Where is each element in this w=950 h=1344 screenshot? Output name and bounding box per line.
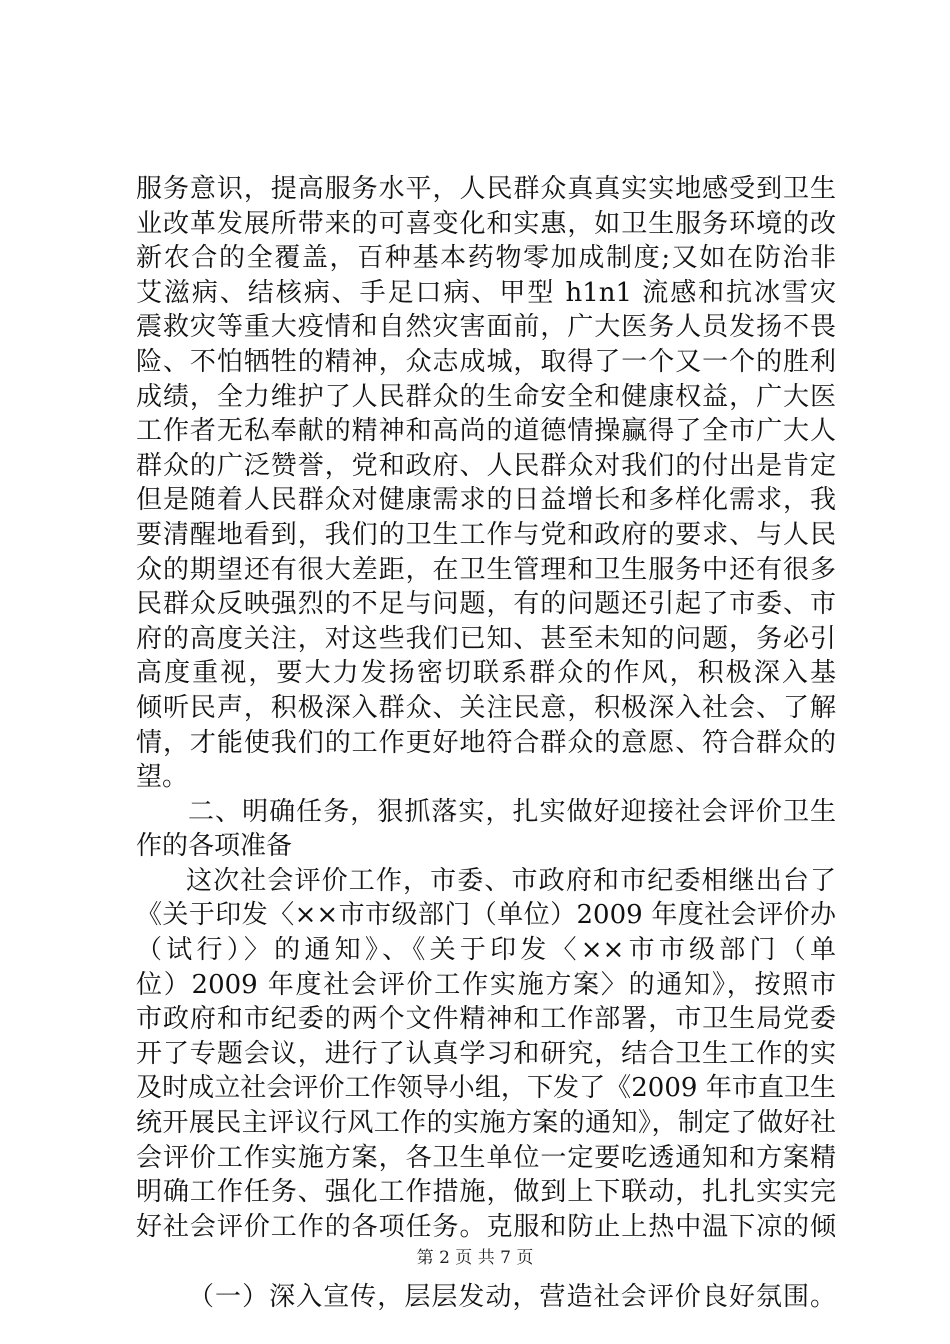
text-line: 及时成立社会评价工作领导小组，下发了《2009 年市直卫生 bbox=[136, 1073, 836, 1104]
text-line: 业改革发展所带来的可喜变化和实惠，如卫生服务环境的改 bbox=[136, 208, 836, 239]
text-line: 民群众反映强烈的不足与问题，有的问题还引起了市委、市 bbox=[136, 589, 836, 620]
text-line: 震救灾等重大疫情和自然灾害面前，广大医务人员发扬不畏 bbox=[136, 312, 836, 343]
text-line: 好社会评价工作的各项任务。克服和防止上热中温下凉的倾 bbox=[136, 1211, 836, 1242]
text-line: 《关于印发〈××市市级部门（单位）2009 年度社会评价办 bbox=[136, 900, 836, 931]
text-line: 险、不怕牺牲的精神，众志成城，取得了一个又一个的胜利 bbox=[136, 346, 836, 377]
text-line: 情，才能使我们的工作更好地符合群众的意愿、符合群众的 bbox=[136, 727, 836, 758]
text-line: 高度重视，要大力发扬密切联系群众的作风，积极深入基 bbox=[136, 658, 836, 689]
text-line: 成绩，全力维护了人民群众的生命安全和健康权益，广大医 bbox=[136, 381, 836, 412]
text-line: 望。 bbox=[136, 762, 189, 793]
text-line: 府的高度关注，对这些我们已知、甚至未知的问题，务必引 bbox=[136, 623, 836, 654]
text-line: 市政府和市纪委的两个文件精神和工作部署，市卫生局党委 bbox=[136, 1004, 836, 1035]
text-line: 但是随着人民群众对健康需求的日益增长和多样化需求，我 bbox=[136, 485, 836, 516]
document-body bbox=[136, 172, 836, 1315]
text-line: 艾滋病、结核病、手足口病、甲型 h1n1 流感和抗冰雪灾 bbox=[136, 277, 836, 308]
text-line: 明确工作任务、强化工作措施，做到上下联动，扎扎实实完 bbox=[136, 1177, 836, 1208]
text-line: 位）2009 年度社会评价工作实施方案〉的通知》，按照市 bbox=[136, 969, 836, 1000]
text-line: 要清醒地看到，我们的卫生工作与党和政府的要求、与人民 bbox=[136, 519, 836, 550]
text-line: 新农合的全覆盖，百种基本药物零加成制度;又如在防治非 bbox=[136, 243, 836, 274]
section-heading-line: 作的各项准备 bbox=[136, 831, 293, 862]
text-line: 工作者无私奉献的精神和高尚的道德情操赢得了全市广大人 bbox=[136, 416, 836, 447]
text-line: 统开展民主评议行风工作的实施方案的通知》，制定了做好社 bbox=[136, 1108, 836, 1139]
text-line: （试行）〉的通知》、《关于印发〈××市市级部门（单 bbox=[136, 935, 836, 966]
text-line: 这次社会评价工作，市委、市政府和市纪委相继出台了 bbox=[186, 865, 836, 896]
text-line: 开了专题会议，进行了认真学习和研究，结合卫生工作的实 bbox=[136, 1038, 836, 1069]
text-line: 群众的广泛赞誉，党和政府、人民群众对我们的付出是肯定 bbox=[136, 450, 836, 481]
text-line: 众的期望还有很大差距，在卫生管理和卫生服务中还有很多 bbox=[136, 554, 836, 585]
page-number-footer: 第 2 页 共 7 页 bbox=[416, 1248, 534, 1268]
section-heading-line: 二、明确任务，狠抓落实，扎实做好迎接社会评价卫生 bbox=[188, 796, 836, 827]
text-line: 服务意识，提高服务水平，人民群众真真实实地感受到卫生 bbox=[136, 174, 836, 204]
subsection-heading-line: （一）深入宣传，层层发动，营造社会评价良好氛围。 bbox=[188, 1282, 836, 1313]
text-line: 会评价工作实施方案，各卫生单位一定要吃透通知和方案精 bbox=[136, 1142, 836, 1173]
text-line: 倾听民声，积极深入群众、关注民意，积极深入社会、了解 bbox=[136, 692, 836, 723]
